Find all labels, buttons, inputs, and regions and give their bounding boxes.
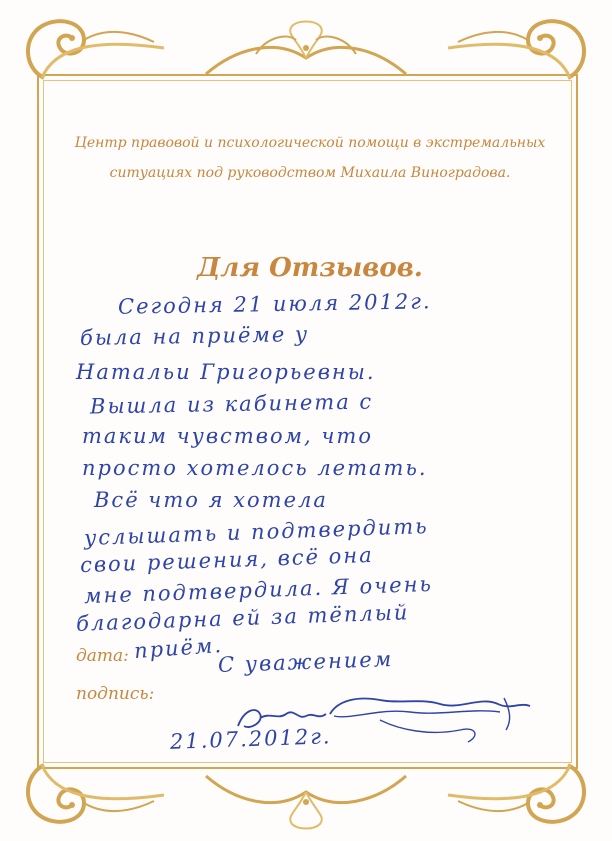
header-line-2: ситуациях под руководством Михаила Виноградова. — [109, 165, 511, 181]
handwritten-line: Сегодня 21 июля 2012г. — [117, 289, 432, 319]
corner-ornament-bottom-right — [438, 740, 598, 835]
handwritten-line: Натальи Григорьевны. — [76, 360, 376, 384]
handwritten-line: мне подтвердила. Я очень — [83, 571, 434, 609]
organization-header — [70, 128, 550, 188]
handwritten-line: была на приёме у — [79, 322, 310, 350]
handwritten-line: Всё что я хотела — [94, 488, 328, 512]
signature-label: подпись: — [76, 684, 155, 704]
handwritten-line: услышать и подтвердить — [83, 513, 430, 551]
corner-ornament-top-left — [14, 8, 174, 108]
corner-ornament-top-right — [438, 8, 598, 108]
form-title: Для Отзывов. — [197, 253, 423, 283]
handwritten-line: приём. — [133, 632, 224, 664]
header-line-1: Центр правовой и психологической помощи в экстремальных — [74, 135, 546, 151]
handwritten-line: таким чувством, что — [82, 424, 373, 448]
handwritten-signature — [230, 690, 540, 754]
handwritten-date: 21.07.2012г. — [169, 724, 332, 754]
top-center-flourish — [196, 18, 416, 88]
handwritten-line: просто хотелось летать. — [82, 456, 428, 480]
handwritten-line: благодарна ей за тёплый — [75, 600, 410, 636]
handwritten-line: С уважением — [217, 646, 394, 678]
handwritten-line: свои решения, всё она — [79, 542, 375, 578]
bottom-center-flourish — [196, 762, 416, 832]
corner-ornament-bottom-left — [14, 740, 174, 835]
handwritten-line: Вышла из кабинета с — [89, 389, 374, 419]
date-label: дата: — [76, 646, 129, 666]
